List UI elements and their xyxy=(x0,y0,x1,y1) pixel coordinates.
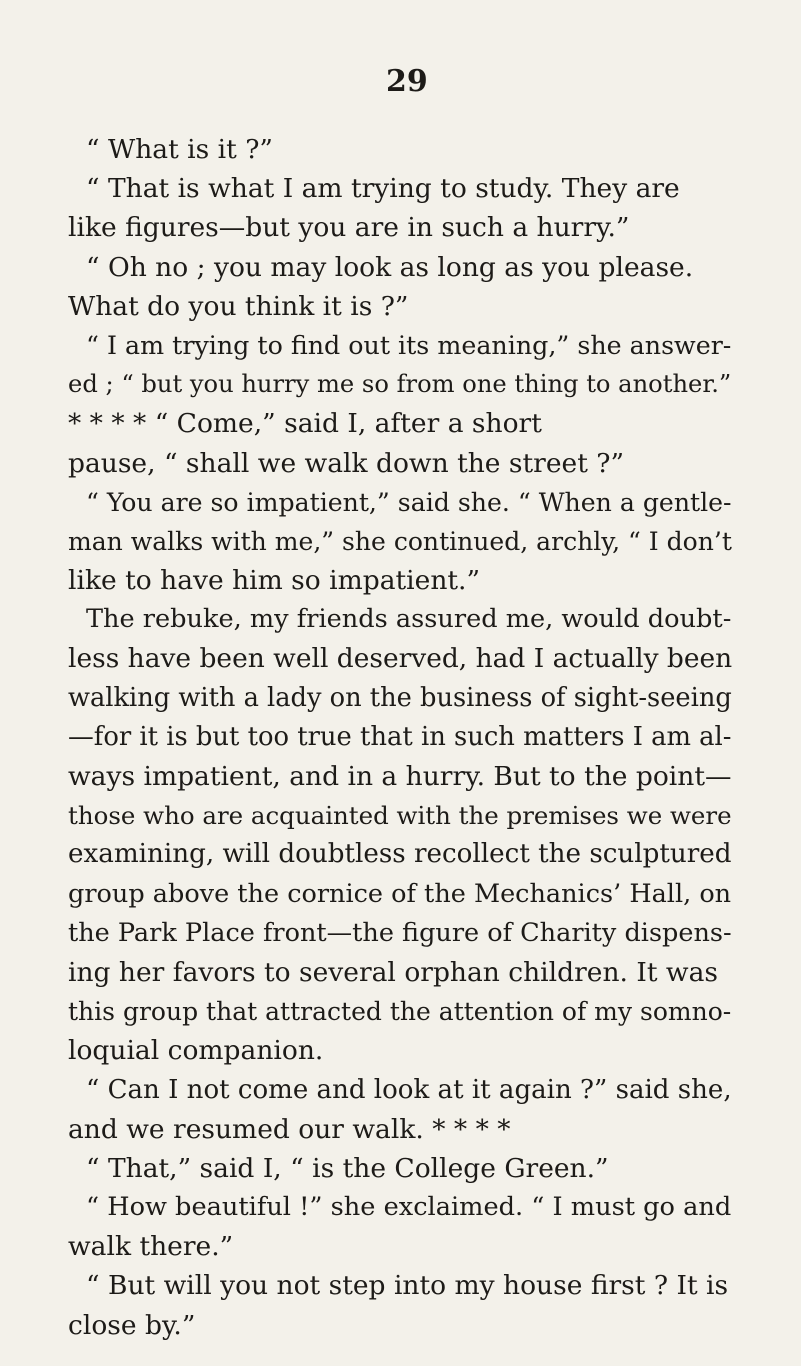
text-line: and we resumed our walk. * * * * xyxy=(68,1113,511,1145)
text-line: group above the cornice of the Mechanics’ Hall, on xyxy=(68,878,732,909)
text-line: man walks with me,” she continued, archly, “ I don’t xyxy=(68,526,732,556)
page-number: 29 xyxy=(386,64,428,99)
text-line: “ That is what I am trying to study. They are xyxy=(86,173,680,205)
text-line: walking with a lady on the business of sight-seeing xyxy=(68,682,732,713)
text-line: ing her favors to several orphan children. It was xyxy=(68,956,718,988)
text-line: pause, “ shall we walk down the street ?” xyxy=(68,447,625,479)
text-line: those who are acquainted with the premises we were xyxy=(68,801,732,831)
text-line: What do you think it is ?” xyxy=(68,290,409,322)
text-line: “ I am trying to find out its meaning,” she answer- xyxy=(86,329,732,360)
text-line: “ How beautiful !” she exclaimed. “ I must go and xyxy=(86,1192,732,1223)
text-line: The rebuke, my friends assured me, would doubt- xyxy=(86,604,732,635)
text-line: the Park Place front—the figure of Charity dispens- xyxy=(68,917,732,948)
text-line: ways impatient, and in a hurry. But to the point— xyxy=(68,761,732,792)
body-text xyxy=(68,130,732,1345)
text-line: ed ; “ but you hurry me so from one thing to another.” xyxy=(68,370,732,399)
text-line: —for it is but too true that in such matters I am al- xyxy=(68,721,732,752)
text-line: close by.” xyxy=(68,1309,196,1341)
text-line: less have been well deserved, had I actually been xyxy=(68,643,733,675)
text-line: “ What is it ?” xyxy=(86,134,273,165)
text-line: like figures—but you are in such a hurry.” xyxy=(68,212,630,244)
text-line: “ But will you not step into my house first ? It is xyxy=(86,1270,729,1302)
text-line: “ You are so impatient,” said she. “ When a gentle- xyxy=(86,487,732,517)
text-line: walk there.” xyxy=(68,1231,234,1263)
text-line: “ That,” said I, “ is the College Green.” xyxy=(86,1152,609,1184)
text-line: this group that attracted the attention of my somno- xyxy=(68,997,732,1027)
text-line: like to have him so impatient.” xyxy=(68,565,481,597)
text-line: * * * * “ Come,” said I, after a short xyxy=(68,408,542,440)
text-line: examining, will doubtless recollect the sculptured xyxy=(68,839,732,870)
text-line: “ Oh no ; you may look as long as you please. xyxy=(86,251,694,283)
text-line: loquial companion. xyxy=(68,1035,324,1067)
text-line: “ Can I not come and look at it again ?” said she, xyxy=(86,1074,732,1105)
